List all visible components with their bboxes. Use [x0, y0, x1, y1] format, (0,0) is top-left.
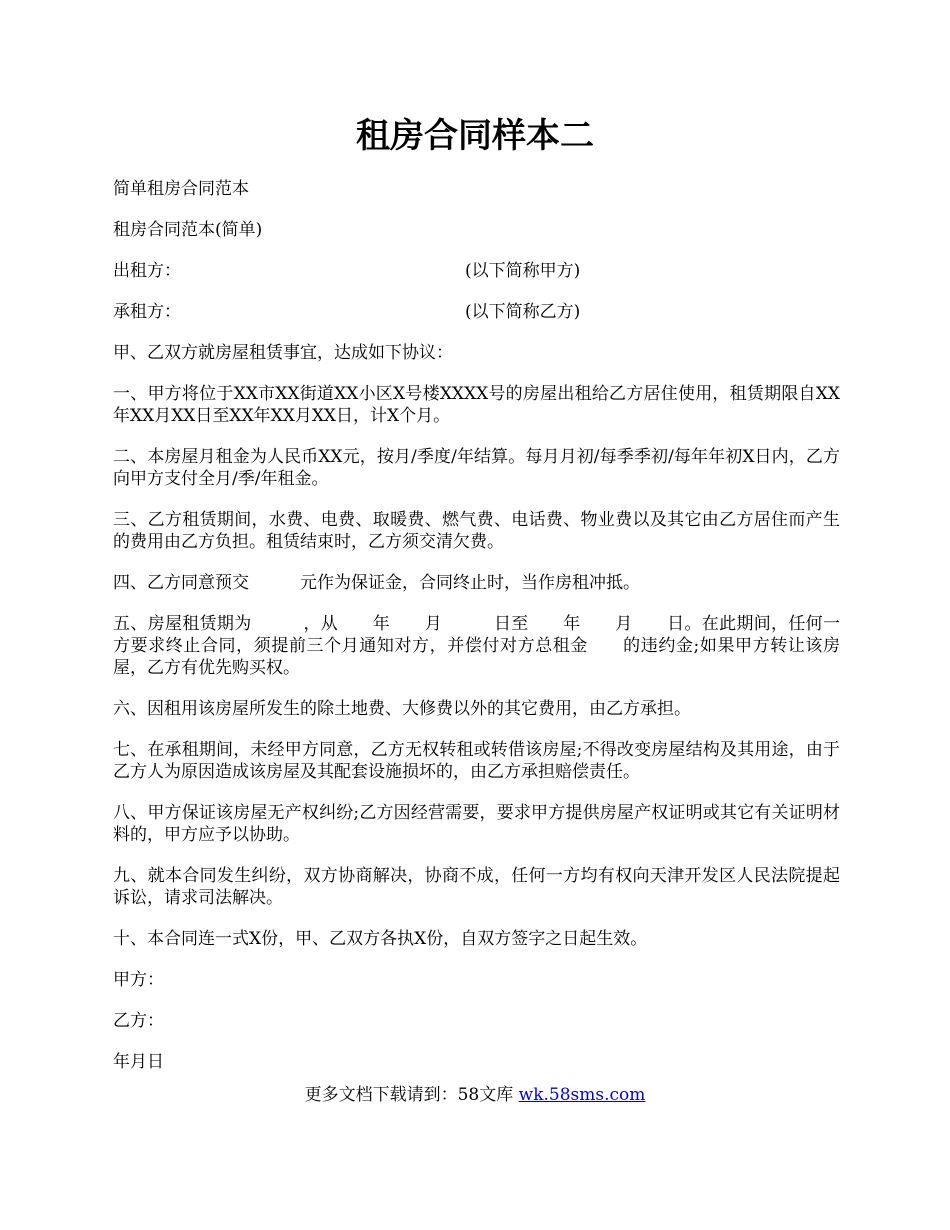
agreement-intro: 甲、乙双方就房屋租赁事宜，达成如下协议： — [113, 343, 453, 363]
document-title: 租房合同样本二 — [356, 116, 594, 156]
document-body — [113, 178, 840, 1092]
clause-4: 四、乙方同意预交 元作为保证金，合同终止时，当作房租冲抵。 — [113, 573, 640, 593]
footer-link[interactable]: wk.58sms.com — [518, 1085, 646, 1105]
clause-5: 五、房屋租赁期为 ，从 年 月 日至 年 月 日。在此期间，任何一方要求终止合同，须提前三个月通知对方，并偿付对方总租金 的违约金;如果甲方转让该房屋，乙方有优先购买权。 — [113, 614, 840, 678]
clause-1: 一、甲方将位于XX市XX街道XX小区X号楼XXXX号的房屋出租给乙方居住使用，租赁期限自XX年XX月XX日至XX年XX月XX日，计X个月。 — [113, 384, 840, 426]
clause-8: 八、甲方保证该房屋无产权纠纷;乙方因经营需要，要求甲方提供房屋产权证明或其它有关证明材料的，甲方应予以协助。 — [113, 803, 840, 845]
subtitle-simple: 简单租房合同范本 — [113, 179, 249, 199]
clause-2: 二、本房屋月租金为人民币XX元，按月/季度/年结算。每月月初/每季季初/每年年初X日内，乙方向甲方支付全月/季/年租金。 — [113, 447, 840, 489]
footer — [0, 1084, 950, 1106]
signature-party-a: 甲方： — [113, 970, 164, 990]
clause-7: 七、在承租期间，未经甲方同意，乙方无权转租或转借该房屋;不得改变房屋结构及其用途，由于乙方人为原因造成该房屋及其配套设施损坏的，由乙方承担赔偿责任。 — [113, 740, 840, 782]
clause-6: 六、因租用该房屋所发生的除土地费、大修费以外的其它费用，由乙方承担。 — [113, 699, 691, 719]
lessor-line — [113, 260, 840, 282]
lessor-label: 出租方： — [113, 261, 181, 281]
footer-text: 更多文档下载请到：58文库 — [304, 1085, 519, 1105]
signature-date: 年月日 — [113, 1052, 164, 1072]
lessee-line — [113, 301, 840, 323]
lessee-note: (以下简称乙方) — [465, 302, 581, 322]
clause-3: 三、乙方租赁期间，水费、电费、取暖费、燃气费、电话费、物业费以及其它由乙方居住而产生的费用由乙方负担。租赁结束时，乙方须交清欠费。 — [113, 510, 840, 552]
signature-party-b: 乙方： — [113, 1011, 164, 1031]
lessor-note: (以下简称甲方) — [465, 261, 581, 281]
subtitle-template: 租房合同范本(简单) — [113, 220, 263, 240]
clause-9: 九、就本合同发生纠纷，双方协商解决，协商不成，任何一方均有权向天津开发区人民法院提起诉讼，请求司法解决。 — [113, 866, 840, 908]
clause-10: 十、本合同连一式X份，甲、乙双方各执X份，自双方签字之日起生效。 — [113, 929, 648, 949]
lessee-label: 承租方： — [113, 302, 181, 322]
